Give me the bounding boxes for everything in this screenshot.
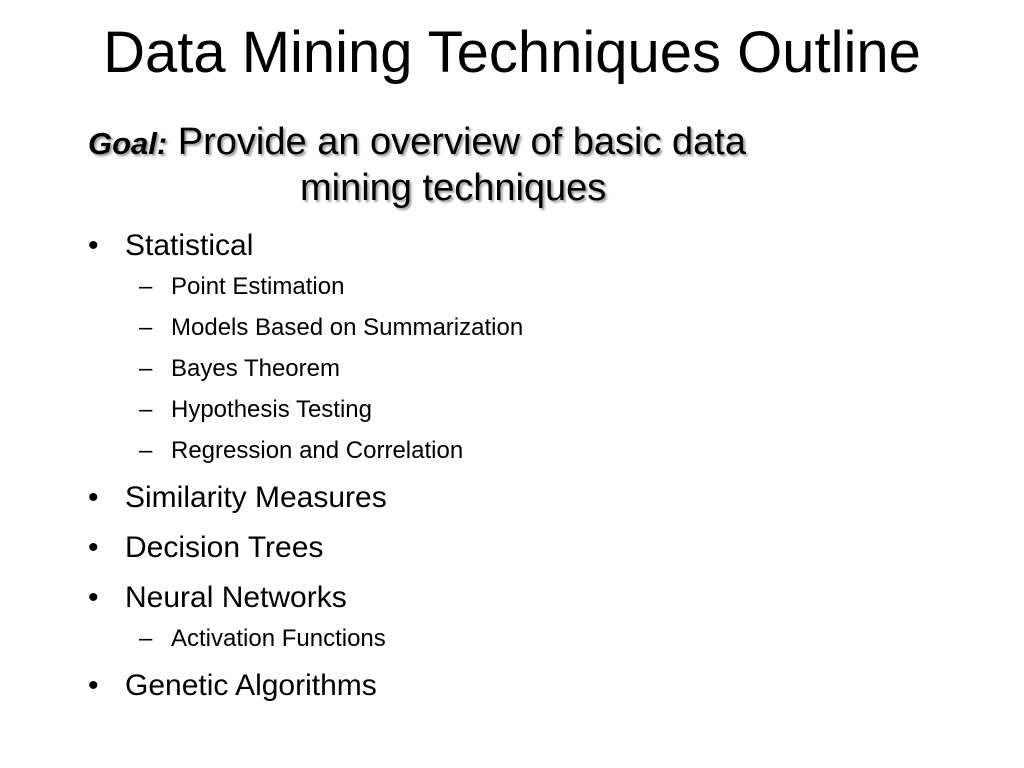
sub-item [125, 436, 988, 466]
dash-icon: – [139, 396, 153, 423]
bullet-icon: • [88, 669, 99, 702]
sub-item [125, 354, 988, 384]
sub-outline [125, 272, 988, 466]
bullet-icon: • [88, 481, 99, 514]
slide-title: Data Mining Techniques Outline [103, 20, 921, 85]
dash-icon: – [139, 625, 153, 652]
sub-item-label: Hypothesis Testing [171, 396, 372, 423]
outline-item-label: Decision Trees [125, 531, 324, 564]
dash-icon: – [139, 314, 153, 341]
dash-icon: – [139, 273, 153, 300]
outline-item-genetic-algorithms [88, 668, 988, 704]
sub-item [125, 313, 988, 343]
goal-text-line1: Provide an overview of basic data [177, 121, 746, 163]
sub-item-label: Regression and Correlation [171, 437, 464, 464]
goal-statement [88, 120, 918, 210]
sub-item-label: Activation Functions [171, 625, 386, 652]
outline-item-label: Genetic Algorithms [125, 669, 377, 702]
sub-outline [125, 624, 988, 654]
sub-item [125, 624, 988, 654]
outline-item-neural-networks [88, 580, 988, 654]
sub-item-label: Point Estimation [171, 273, 345, 300]
outline-item-label: Similarity Measures [125, 481, 387, 514]
technique-outline [88, 228, 988, 718]
goal-label: Goal: [88, 126, 168, 161]
outline-item-decision-trees [88, 530, 988, 566]
outline-item-similarity-measures [88, 480, 988, 516]
bullet-icon: • [88, 229, 99, 262]
outline-item-label: Statistical [125, 229, 254, 262]
bullet-icon: • [88, 531, 99, 564]
sub-item [125, 395, 988, 425]
dash-icon: – [139, 355, 153, 382]
sub-item-label: Bayes Theorem [171, 355, 340, 382]
sub-item [125, 272, 988, 302]
goal-text-line2: mining techniques [300, 167, 607, 209]
sub-item-label: Models Based on Summarization [171, 314, 524, 341]
outline-item-statistical [88, 228, 988, 466]
dash-icon: – [139, 437, 153, 464]
outline-item-label: Neural Networks [125, 581, 347, 614]
bullet-icon: • [88, 581, 99, 614]
